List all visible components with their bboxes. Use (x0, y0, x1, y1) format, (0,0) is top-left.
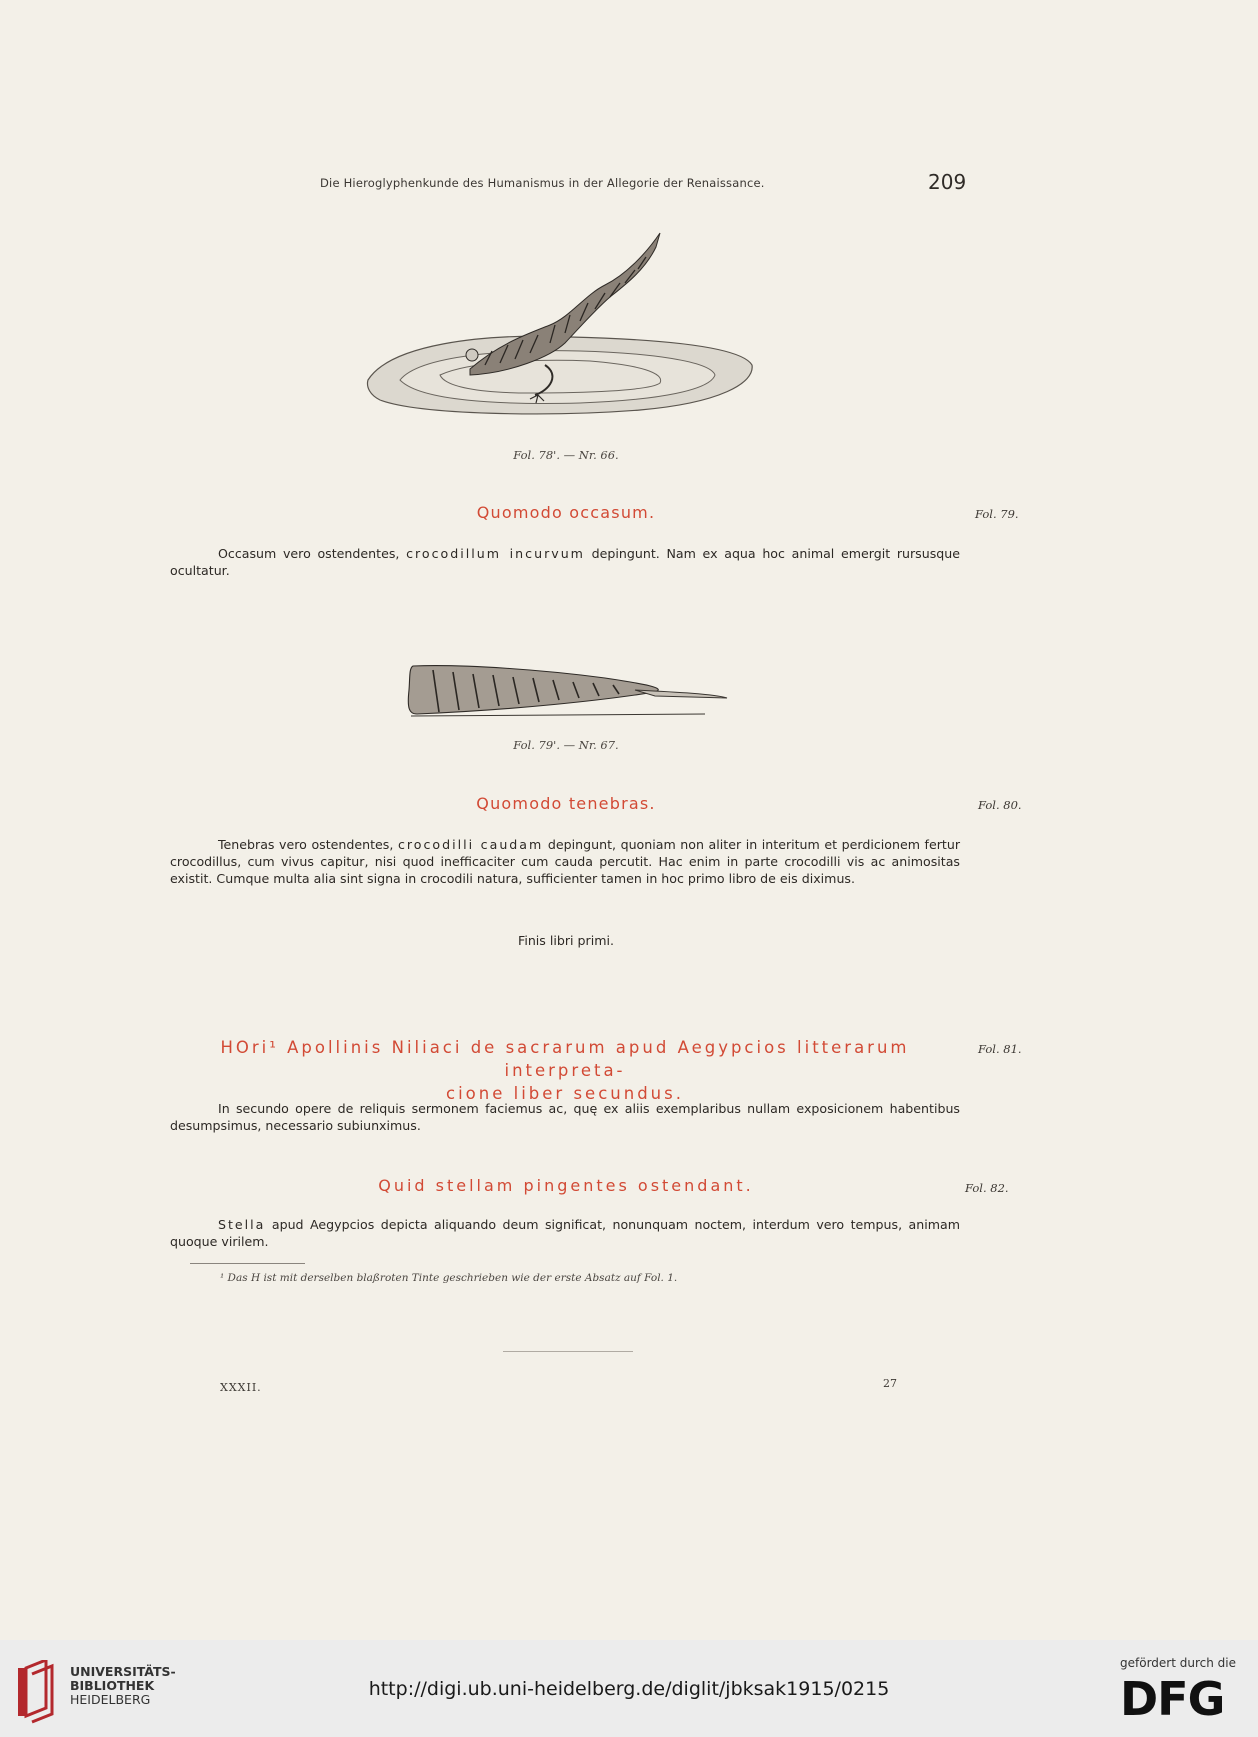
paragraph-stellam: Stella apud Aegypcios depicta aliquando deum significat, nonunquam noctem, interdum vero tempus, animam quoque virilem. (170, 1217, 960, 1249)
section-title-stellam: Quid stellam pingentes ostendant. (378, 1176, 754, 1195)
crocodile-emerging-illustration (360, 225, 760, 425)
figure-2-caption: Fol. 79'. — Nr. 67. (513, 738, 619, 752)
footnote: ¹ Das H ist mit derselben blaßroten Tinte geschrieben wie der erste Absatz auf Fol. 1. (220, 1272, 678, 1284)
paragraph-book-two: In secundo opere de reliquis sermonem faciemus ac, quę ex aliis exemplaribus nullam exposicionem habentibus desumpsimus, necessario subiunximus. (170, 1101, 960, 1133)
running-title: Die Hieroglyphenkunde des Humanismus in der Allegorie der Renaissance. (320, 176, 765, 190)
permalink-url[interactable]: http://digi.ub.uni-heidelberg.de/diglit/jbksak1915/0215 (368, 1678, 890, 1700)
sheet-number: 27 (883, 1377, 897, 1390)
divider (503, 1351, 633, 1352)
section-title-tenebras: Quomodo tenebras. (476, 794, 656, 813)
library-name: UNIVERSITÄTS- BIBLIOTHEK HEIDELBERG (70, 1664, 176, 1707)
footnote-divider (190, 1263, 305, 1264)
crocodile-tail-illustration (405, 660, 735, 720)
paragraph-occasum: Occasum vero ostendentes, crocodillum incurvum depingunt. Nam ex aqua hoc animal emergit rursusque ocultatur. (170, 546, 961, 578)
book-two-title: HOri¹ Apollinis Niliaci de sacrarum apud Aegypcios litterarum interpreta- cione liber secundus. (220, 1038, 910, 1103)
folio-reference: Fol. 79. (975, 507, 1019, 521)
folio-reference: Fol. 82. (965, 1181, 1009, 1195)
finis-line: Finis libri primi. (518, 933, 614, 948)
funding-note: gefördert durch die (1120, 1656, 1236, 1670)
folio-reference: Fol. 81. (978, 1042, 1022, 1056)
signature-mark: XXXII. (220, 1381, 262, 1394)
section-title-occasum: Quomodo occasum. (476, 503, 656, 522)
folio-reference: Fol. 80. (978, 798, 1022, 812)
figure-1-caption: Fol. 78'. — Nr. 66. (513, 448, 619, 462)
dfg-logo: DFG (1120, 1672, 1225, 1726)
page-number: 209 (928, 170, 967, 194)
paragraph-tenebras: Tenebras vero ostendentes, crocodilli caudam depingunt, quoniam non aliter in interitum et perdicionem fertur crocodillus, cum vivus capitur, nisi quod inefficaciter cum cauda percutit. Hac enim in parte crocodilli vis ac animositas existit. Cumque multa alia sint signa in crocodili natura, sufficienter tamen in hoc primo libro de eis diximus. (170, 837, 961, 886)
